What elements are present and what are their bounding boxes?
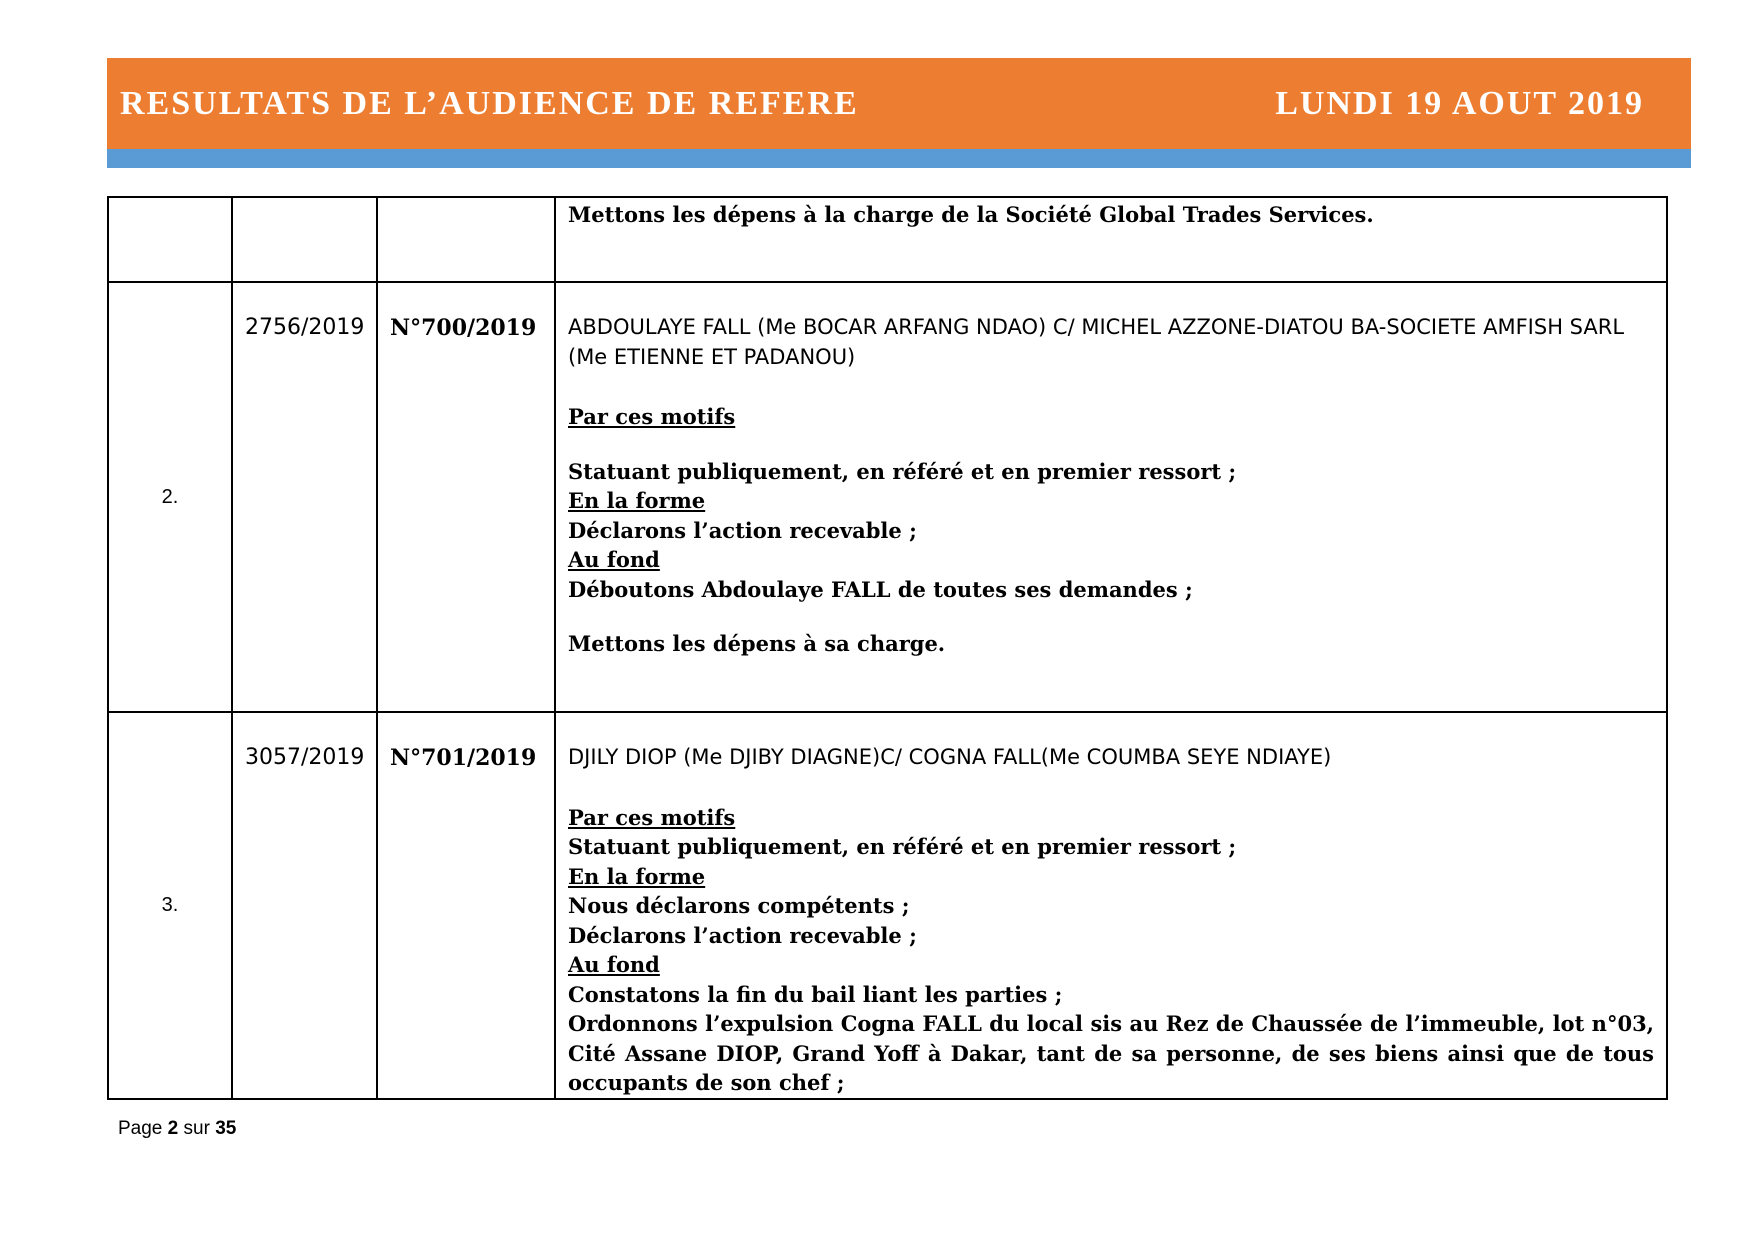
motifs-heading: Par ces motifs bbox=[568, 404, 736, 429]
forme-line: Déclarons l’action recevable ; bbox=[568, 922, 917, 948]
case-number: 2. bbox=[108, 282, 232, 712]
parties-text: ABDOULAYE FALL (Me BOCAR ARFANG NDAO) C/ MICHEL AZZONE-DIATOU BA-SOCIETE AMFISH SARL (Me ETIENNE ET PADANOU) bbox=[568, 315, 1625, 369]
rg-number: 3057/2019 bbox=[232, 712, 377, 1099]
hearing-date: LUNDI 19 AOUT 2019 bbox=[1275, 85, 1644, 122]
total-pages: 35 bbox=[215, 1118, 237, 1139]
decision-cell bbox=[555, 282, 1667, 712]
fond-line: Déboutons Abdoulaye FALL de toutes ses demandes ; bbox=[568, 576, 1193, 602]
forme-line: Déclarons l’action recevable ; bbox=[568, 517, 917, 543]
ordonnance-cell bbox=[377, 197, 555, 282]
page-title: RESULTATS DE L’AUDIENCE DE REFERE bbox=[120, 85, 859, 122]
forme-heading: En la forme bbox=[568, 488, 706, 513]
decision-cell bbox=[555, 197, 1667, 282]
page-sep: sur bbox=[183, 1118, 210, 1139]
continuation-text: Mettons les dépens à la charge de la Société Global Trades Services. bbox=[568, 202, 1374, 227]
page-footer bbox=[118, 1118, 236, 1140]
ordonnance-number: N°701/2019 bbox=[377, 712, 555, 1099]
fond-line: Ordonnons l’expulsion Cogna FALL du local sis au Rez de Chaussée de l’immeuble, lot n°03, Cité Assane DIOP, Grand Yoff à Dakar, tant de sa personne, de ses biens ainsi que de tous occupants de son chef ; bbox=[568, 1011, 1654, 1095]
fond-heading: Au fond bbox=[568, 547, 660, 572]
ordonnance-number: N°700/2019 bbox=[377, 282, 555, 712]
page-prefix: Page bbox=[118, 1118, 163, 1139]
table-row bbox=[108, 712, 1667, 1099]
parties-text: DJILY DIOP (Me DJIBY DIAGNE)C/ COGNA FALL(Me COUMBA SEYE NDIAYE) bbox=[568, 745, 1332, 769]
table-row bbox=[108, 282, 1667, 712]
forme-line: Nous déclarons compétents ; bbox=[568, 893, 910, 918]
depens-text: Mettons les dépens à sa charge. bbox=[568, 631, 946, 656]
forme-heading: En la forme bbox=[568, 863, 706, 889]
number-cell bbox=[108, 197, 232, 282]
case-number: 3. bbox=[108, 712, 232, 1099]
fond-line: Constatons la fin du bail liant les parties ; bbox=[568, 981, 1063, 1007]
rg-number: 2756/2019 bbox=[232, 282, 377, 712]
current-page: 2 bbox=[167, 1118, 179, 1139]
statuant-text: Statuant publiquement, en référé et en premier ressort ; bbox=[568, 834, 1237, 859]
decision-cell bbox=[555, 712, 1667, 1099]
results-table bbox=[107, 196, 1668, 1100]
table-row bbox=[108, 197, 1667, 282]
fond-heading: Au fond bbox=[568, 952, 660, 977]
motifs-heading: Par ces motifs bbox=[568, 804, 736, 830]
rg-cell bbox=[232, 197, 377, 282]
header-stripe bbox=[107, 149, 1691, 168]
statuant-text: Statuant publiquement, en référé et en premier ressort ; bbox=[568, 458, 1237, 484]
